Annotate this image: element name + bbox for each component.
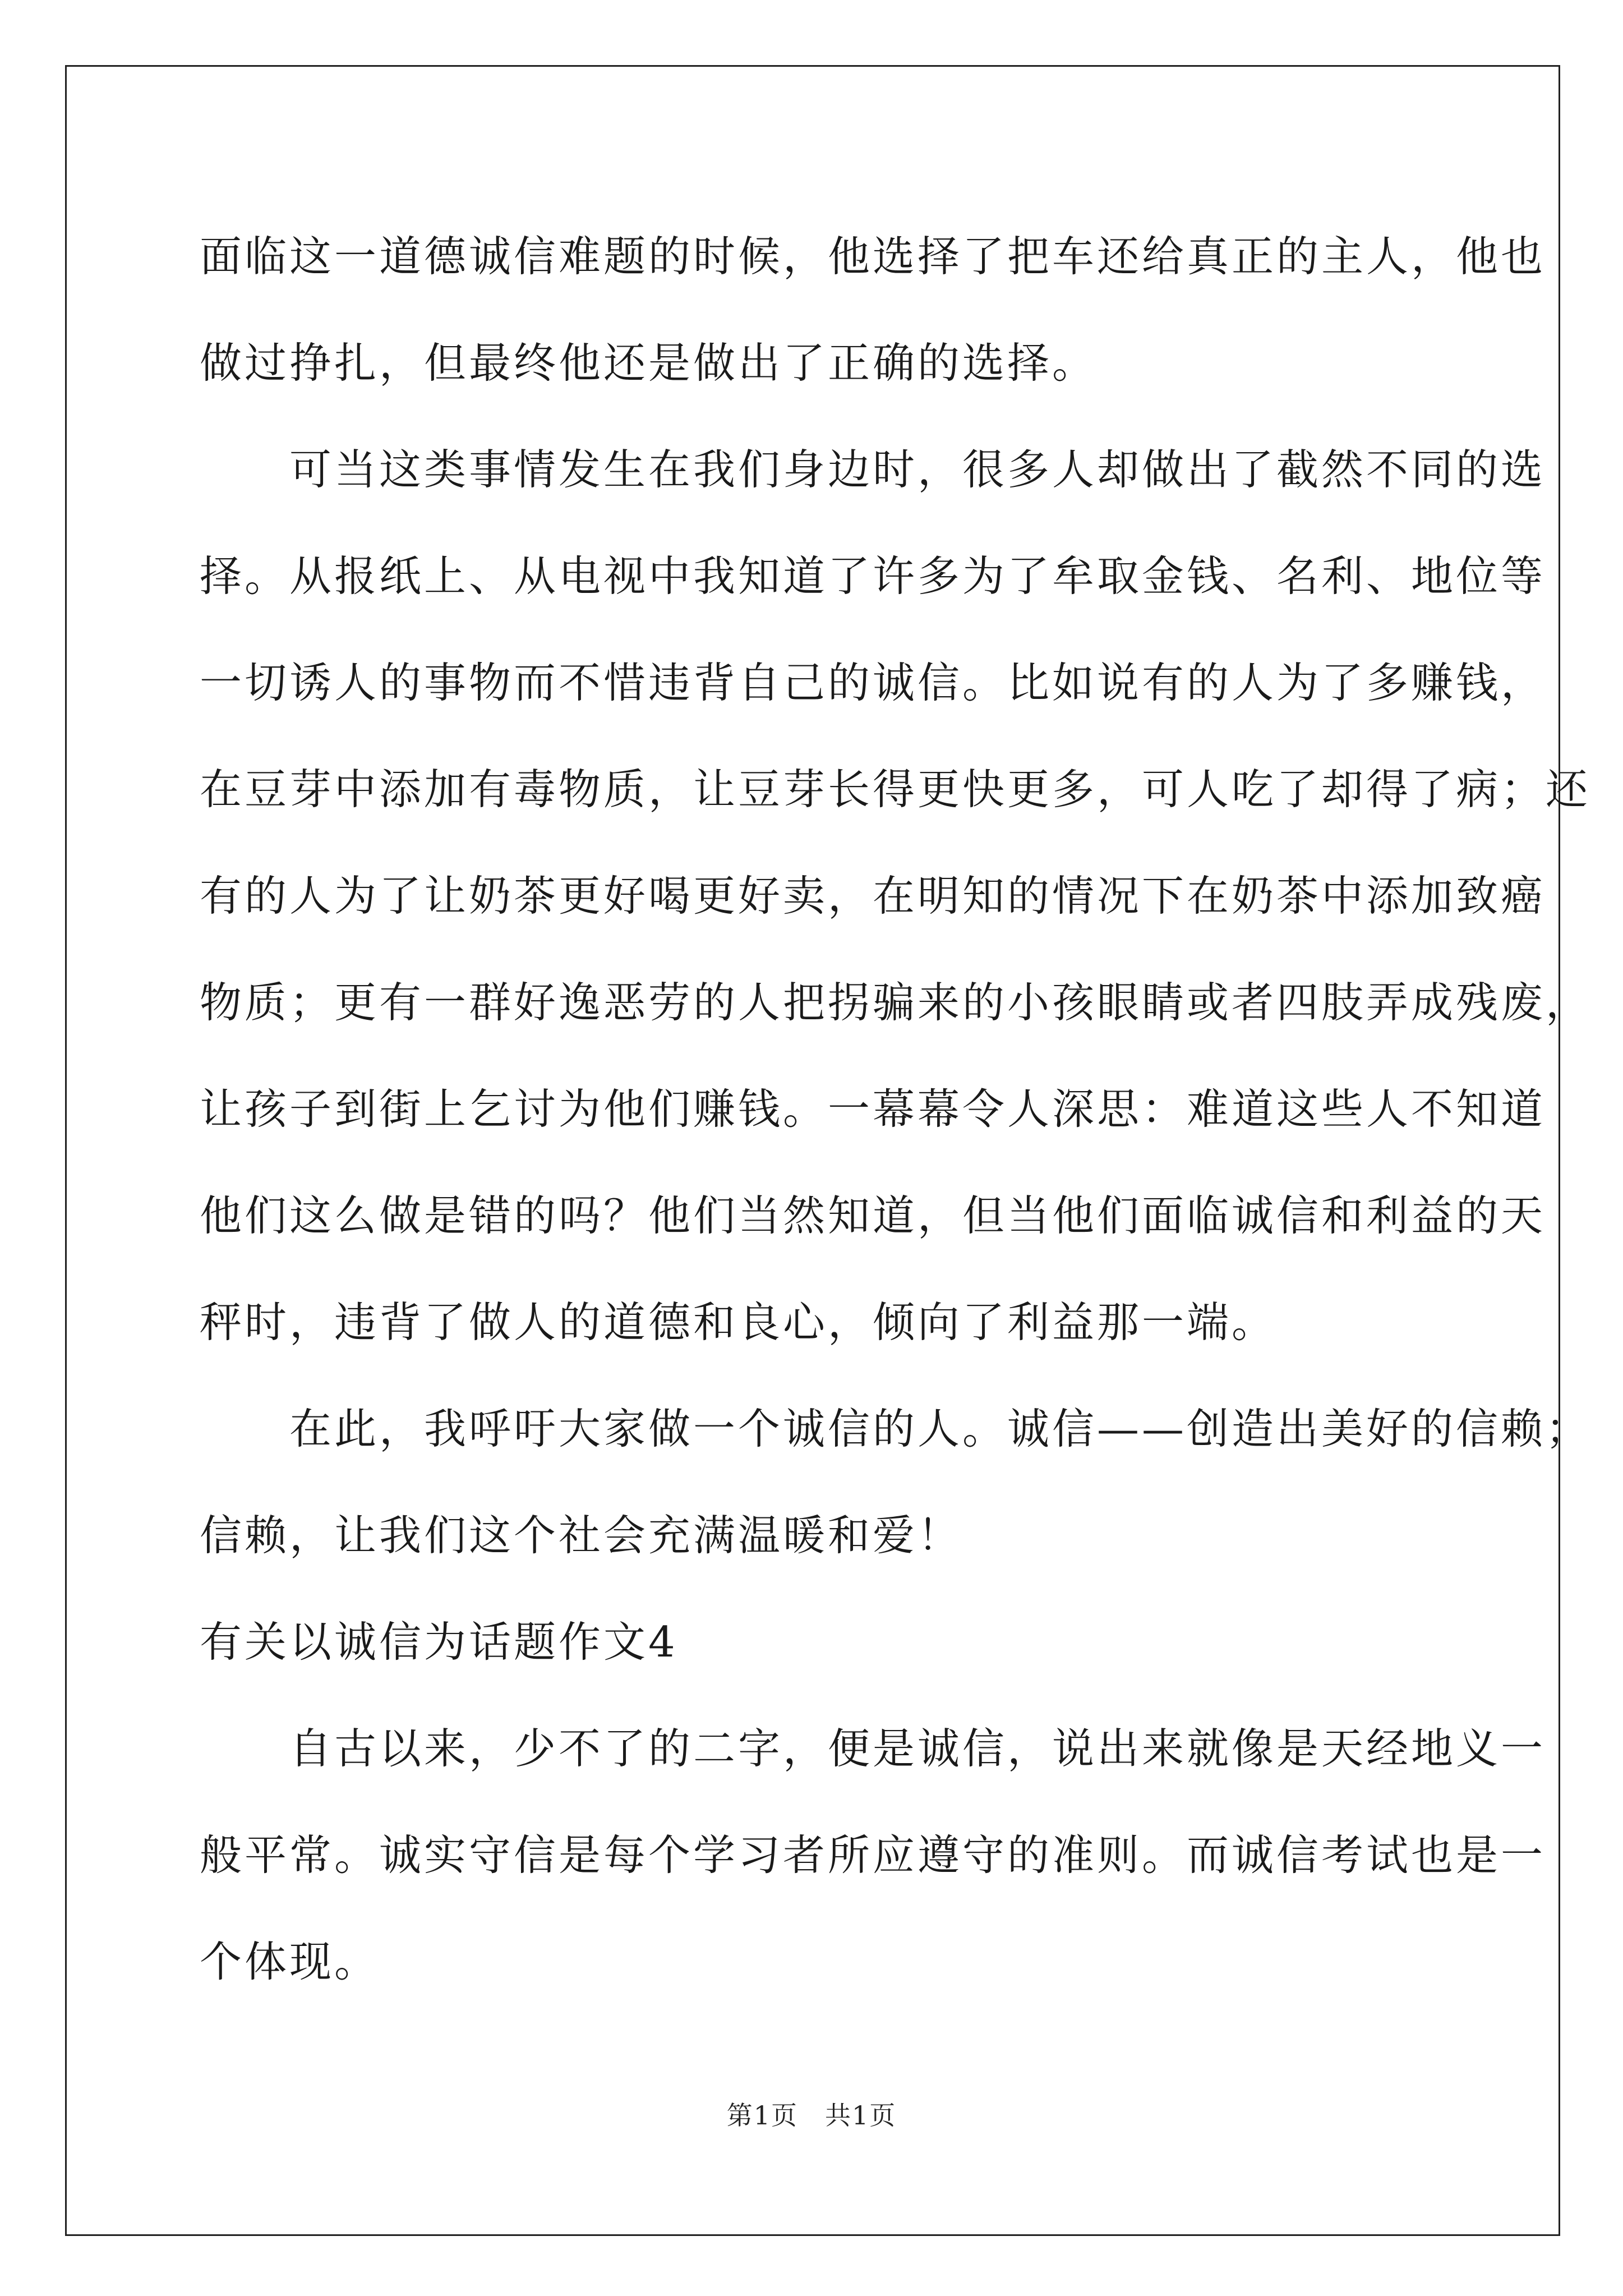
text-line: 面临这一道德诚信难题的时候，他选择了把车还给真正的主人，他也 [200,232,1546,281]
text-line: 自古以来，少不了的二字，便是诚信，说出来就像是天经地义一 [200,1724,1546,1773]
text-line: 个体现。 [200,1937,380,1986]
text-line: 做过挣扎，但最终他还是做出了正确的选择。 [200,338,1098,388]
text-line: 在此，我呼吁大家做一个诚信的人。诚信——创造出美好的信赖； [200,1404,1591,1453]
text-line: 一切诱人的事物而不惜违背自己的诚信。比如说有的人为了多赚钱， [200,658,1546,707]
text-line: 可当这类事情发生在我们身边时，很多人却做出了截然不同的选 [200,445,1546,494]
text-line: 有的人为了让奶茶更好喝更好卖，在明知的情况下在奶茶中添加致癌 [200,871,1546,921]
page-footer: 第1页 共1页 [726,2100,897,2131]
section-heading: 有关以诚信为话题作文4 [200,1617,678,1667]
text-line: 他们这么做是错的吗？他们当然知道，但当他们面临诚信和利益的天 [200,1191,1546,1240]
text-line: 择。从报纸上、从电视中我知道了许多为了牟取金钱、名利、地位等 [200,551,1546,601]
text-line: 在豆芽中添加有毒物质，让豆芽长得更快更多，可人吃了却得了病；还 [200,765,1591,814]
text-line: 秤时，违背了做人的道德和良心，倾向了利益那一端。 [200,1297,1277,1347]
document-body [200,203,1591,2015]
text-line: 让孩子到街上乞讨为他们赚钱。一幕幕令人深思：难道这些人不知道 [200,1084,1546,1134]
text-line: 物质；更有一群好逸恶劳的人把拐骗来的小孩眼睛或者四肢弄成残废， [200,978,1591,1027]
text-line: 信赖，让我们这个社会充满温暖和爱！ [200,1511,963,1560]
text-line: 般平常。诚实守信是每个学习者所应遵守的准则。而诚信考试也是一 [200,1830,1546,1880]
